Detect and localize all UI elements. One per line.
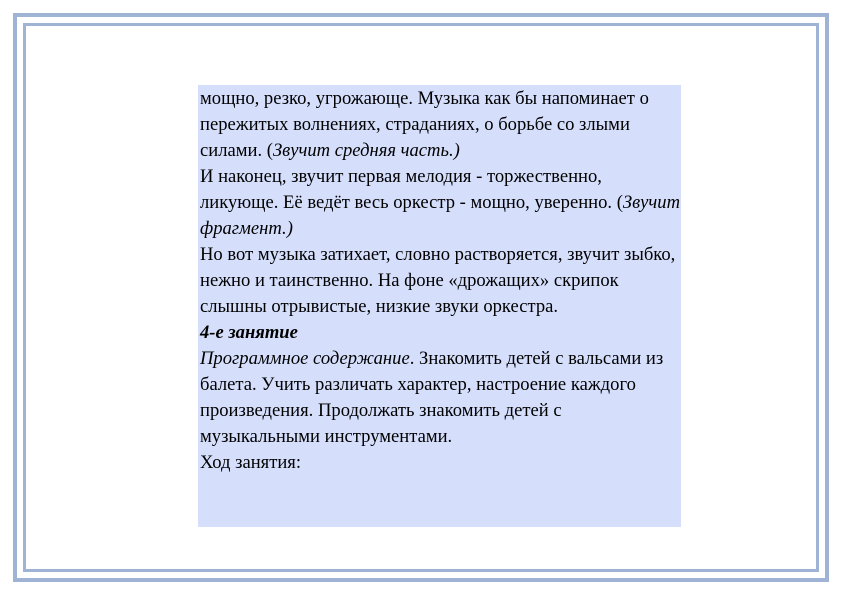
paragraph-music-description [200,85,681,164]
paragraph-text: Но вот музыка затихает, словно растворяется, звучит зыбко, нежно и таинственно. На фоне «дрожащих» скрипок слышны отрывистые, низкие звуки оркестра. [200,244,676,317]
text-block [198,85,681,527]
paragraph-text: . Знакомить детей с вальсами из балета. Учить различать характер, настроение каждого произведения. Продолжать знакомить детей с музыкальными инструментами. [200,348,664,447]
paragraph-music-fades [200,242,681,320]
paragraph-first-melody [200,164,681,242]
stage-direction: Звучит фрагмент.) [200,192,681,239]
lesson-heading [200,320,681,346]
paragraph-program-content [200,346,681,450]
paragraph-text: И наконец, звучит первая мелодия - торжественно, ликующе. Её ведёт весь оркестр - мощно, уверенно. ( [200,166,623,213]
paragraph-text: мощно, резко, угрожающе. Музыка как бы напоминает о пережитых волнениях, страданиях, о борьбе со злыми силами. ( [200,88,649,161]
paragraph-lesson-flow [200,450,681,476]
lesson-heading-text: 4-е занятие [200,322,298,343]
paragraph-text: Ход занятия: [200,452,302,473]
stage-direction: Звучит средняя часть.) [272,140,460,161]
program-content-label: Программное содержание [200,348,410,369]
